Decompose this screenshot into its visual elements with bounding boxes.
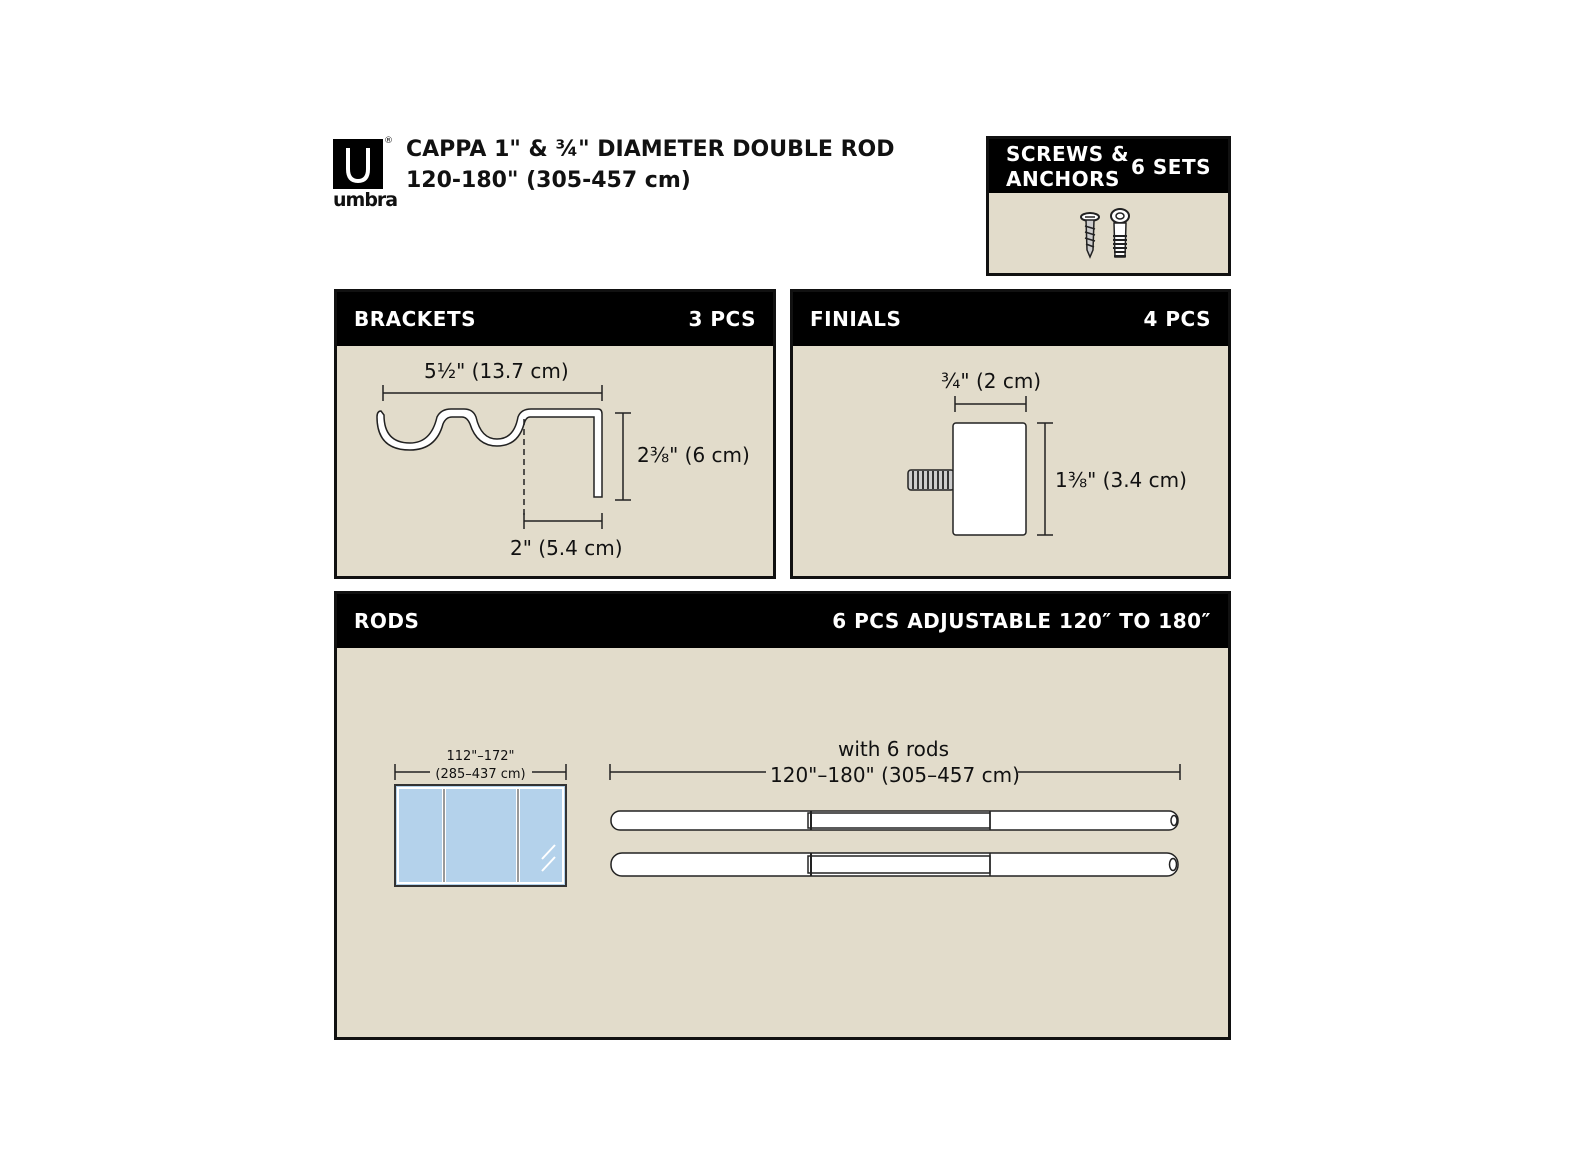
rods-diagram xyxy=(334,591,1231,1040)
bracket-height-label: 2⅜" (6 cm) xyxy=(637,443,750,467)
brackets-label: BRACKETS xyxy=(354,307,477,331)
finial-height-dimension-line xyxy=(1037,423,1053,535)
bracket-shape xyxy=(377,409,602,497)
window-dimension-line2: (285–437 cm) xyxy=(435,767,526,782)
screw-anchor-illustration xyxy=(986,136,1231,276)
rod-lower xyxy=(611,853,1178,876)
rods-label: RODS xyxy=(354,609,420,633)
product-title-line2: 120-180" (305-457 cm) xyxy=(406,168,691,193)
bracket-height-dimension-line xyxy=(615,413,631,500)
finial-block xyxy=(953,423,1026,535)
rods-length-label: 120"–180" (305–457 cm) xyxy=(770,763,1020,787)
bracket-width-label: 5½" (13.7 cm) xyxy=(424,359,569,383)
bracket-depth-dimension-line xyxy=(524,513,602,529)
finial-width-label: ¾" (2 cm) xyxy=(941,369,1042,393)
window-dimension-line1: 112"–172" xyxy=(446,749,515,764)
bracket-width-dimension-line xyxy=(383,385,602,401)
finial-width-dimension-line xyxy=(955,396,1026,412)
logo-text: umbra xyxy=(333,189,398,211)
finials-count: 4 PCS xyxy=(1143,307,1211,331)
screw-icon xyxy=(1081,213,1099,257)
rods-count: 6 PCS ADJUSTABLE 120″ TO 180″ xyxy=(832,609,1211,633)
product-title-line1: CAPPA 1" & ¾" DIAMETER DOUBLE ROD xyxy=(406,137,895,162)
logo-u-shape xyxy=(333,139,383,189)
screws-count: 6 SETS xyxy=(1131,155,1211,179)
screws-panel xyxy=(986,136,1231,276)
rods-note-label: with 6 rods xyxy=(838,737,950,761)
screws-label-line1: SCREWS & xyxy=(1006,142,1130,166)
umbra-logo xyxy=(333,136,398,213)
anchor-icon xyxy=(1111,209,1129,257)
screws-label-line2: ANCHORS xyxy=(1006,167,1120,191)
logo-mark xyxy=(333,139,383,189)
product-title xyxy=(406,134,895,196)
finial-threaded-stud xyxy=(908,470,954,490)
brackets-count: 3 PCS xyxy=(688,307,756,331)
finials-label: FINIALS xyxy=(810,307,902,331)
rods-panel xyxy=(334,591,1231,1040)
finial-diagram xyxy=(790,289,1231,579)
logo-registered: ® xyxy=(384,136,393,146)
window-illustration xyxy=(395,785,566,886)
brackets-panel xyxy=(334,289,776,579)
rod-upper xyxy=(611,811,1178,830)
window-dimension-label xyxy=(395,748,566,784)
bracket-depth-label: 2" (5.4 cm) xyxy=(510,536,623,560)
finial-height-label: 1⅜" (3.4 cm) xyxy=(1055,468,1187,492)
finials-panel xyxy=(790,289,1231,579)
